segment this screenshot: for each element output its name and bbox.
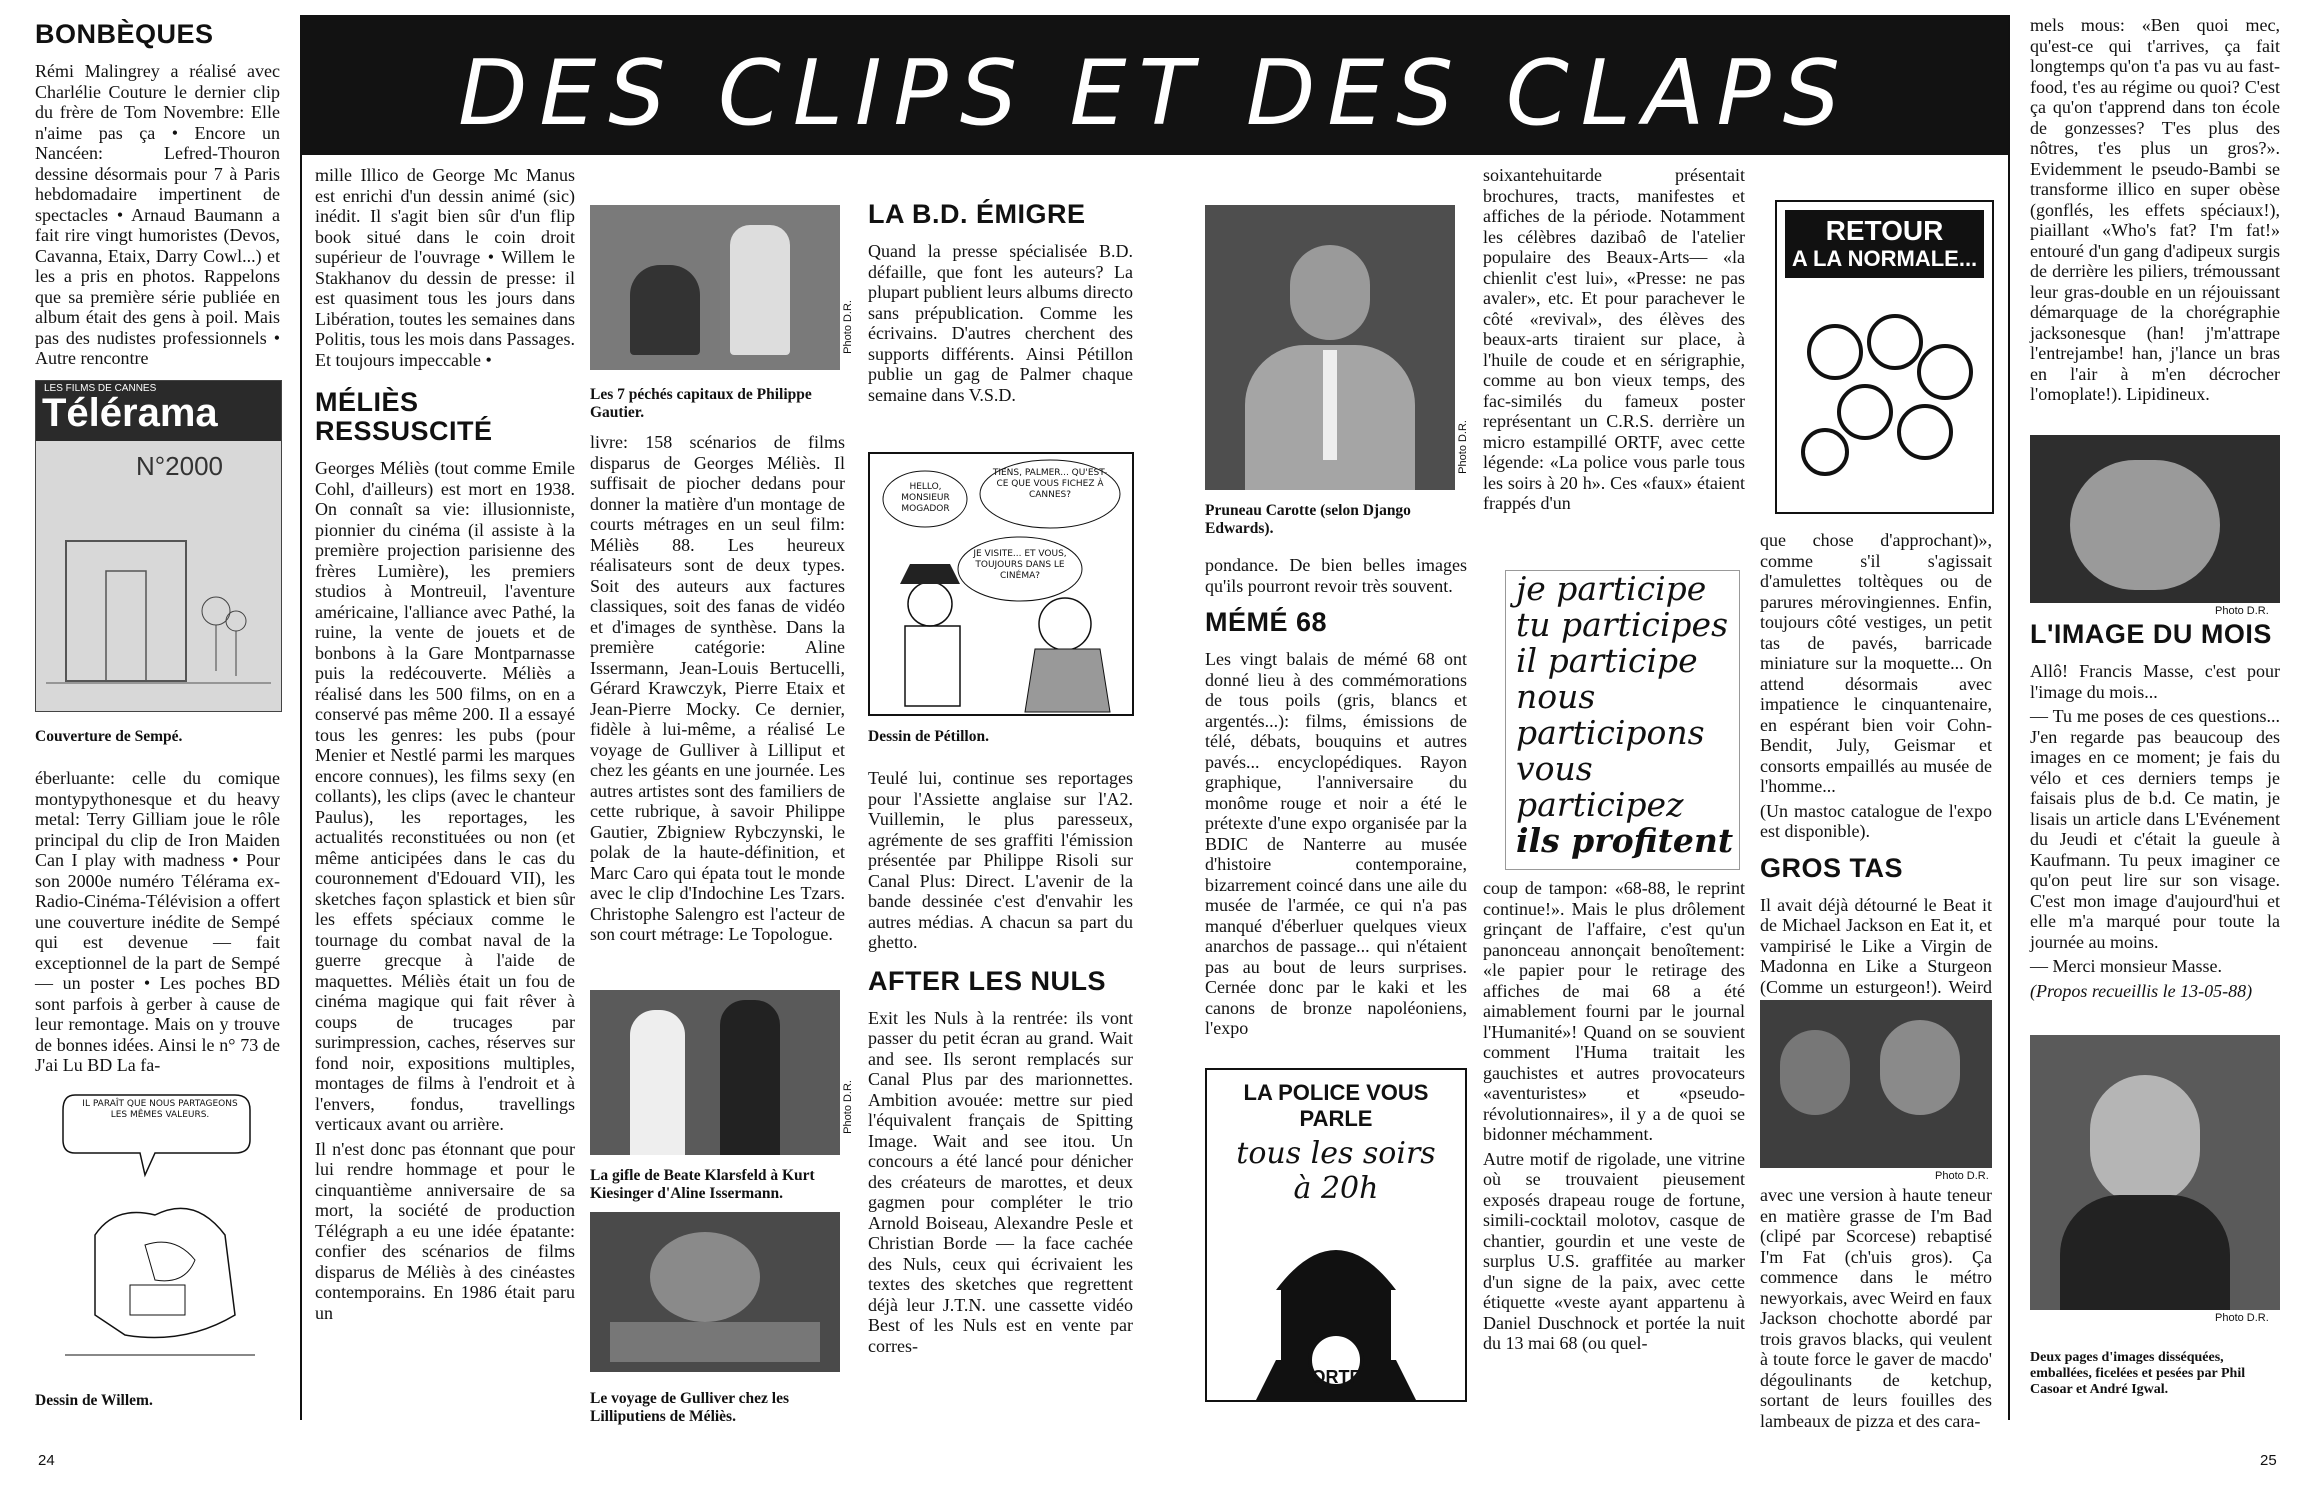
speech-bubble: IL PARAÎT QUE NOUS PARTAGEONS LES MÊMES VALEURS. — [82, 1099, 238, 1120]
telerama-cover — [35, 380, 282, 712]
paragraph: — Tu me poses de ces questions... J'en regarde pas beaucoup des images en ce moment; je fais du vélo et ces derniers temps je faisais plus de b.d. Ce matin, je lisais un article dans L'Evénement du Jeudi et c'était la gueule à Kaufmann. Tu peux imaginer ce qu'on peut lire sur son visage. C'est mon image d'aujourd'hui et elle m'a marqué pour toute la journée au moins. — [2030, 706, 2280, 952]
poster-retour-line-1: RETOUR — [1825, 215, 1944, 246]
paragraph: livre: 158 scénarios de films disparus de Georges Méliès. Il suffisait de piocher dedans pour donner la matière d'un montage de courts métrages en un seul film: Méliès 88. Les heureux réalisateurs sont de deux types. Soit des auteurs aux factures classiques, soit des fanas de vidéo et d'images de synthèse. Dans la première catégorie: Aline Issermann, Jean-Louis Bertucelli, Gérard Krawczyk, Pierre Etaix et Jean-Pierre Mocky. Ce dernier, fidèle à lui-même, a réalisé Le voyage de Gulliver à Lilliput et chez les géants en une journée. Les autres artistes sont des familiers de cette rubrique, à savoir Philippe Gautier, Zbigniew Rybczynski, le polak de la haute-définition, et Marc Caro qui épata tout le monde avec le clip d'Indochine Les Tzars. Christophe Salengro est l'acteur de son court métrage: Le Topologue. — [590, 432, 845, 944]
paragraph: soixantehuitarde présentait brochures, tracts, manifestes et affiches de la période. Notamment les célèbres dazibaô de l'atelier populaire des Beaux-Arts— «la chienlit c'est lui», «Presse: ne pas avaler», etc. Et pour parachever le côté «revival», des élèves des beaux-arts tiraient sur place, à l'huile de coude et en sérigraphie, comme au bon vieux temps, des fac-similés du fameux poster représentant un C.R.S. derrière un micro estampillé ORTF, avec cette légende: «La police vous parle tous les soirs à 20 h». Ces «faux» étaient frappés d'un — [1483, 165, 1745, 513]
page-number-right: 25 — [2260, 1452, 2277, 1469]
poster-retour — [1775, 200, 1994, 514]
photo-credit: Photo D.R. — [842, 300, 854, 354]
paragraph: Allô! Francis Masse, c'est pour l'image du mois... — [2030, 661, 2280, 702]
telerama-issue: N°2000 — [136, 451, 224, 481]
caption-petillon: Dessin de Pétillon. — [868, 728, 989, 745]
paragraph: Quand la presse spécialisée B.D. défaille, que font les auteurs? La plupart publient leurs albums directo sans prépublication. Comme les écrivains. D'autres cherchent des supports différents. Ainsi Pétillon publie un gag de Palmer chaque semaine dans V.S.D. — [868, 241, 1133, 405]
column-4 — [868, 200, 1133, 409]
sheep-drawing — [1785, 282, 1985, 492]
column-rule — [300, 155, 302, 1420]
caption-gifle: La gifle de Beate Klarsfeld à Kurt Kiesinger d'Aline Issermann. — [590, 1167, 815, 1202]
column-6 — [1483, 165, 1745, 518]
photo-credit: Photo D.R. — [2215, 1312, 2269, 1324]
column-1 — [35, 20, 280, 373]
photo-credit: Photo D.R. — [842, 1080, 854, 1134]
banner-title: DES CLIPS ET DES CLAPS — [458, 41, 1852, 146]
photo-7-peches — [590, 205, 840, 370]
paragraph: — Merci monsieur Masse. — [2030, 956, 2222, 976]
poster-line-2: tous les soirs — [1236, 1136, 1436, 1171]
heading-image-du-mois: L'IMAGE DU MOIS — [2030, 619, 2272, 649]
bubble-1: HELLO, MONSIEUR MOGADOR — [901, 482, 950, 514]
paragraph: Il n'est donc pas étonnant que pour lui rendre hommage et pour le cinquantième anniversaire de sa mort, la société de production Télégraph a eu une idée épatante: confier des scénarios de films disparus de Méliès à des cinéastes contemporains. En 1986 était paru un — [315, 1138, 575, 1323]
poster-retour-line-2: A LA NORMALE... — [1791, 246, 1978, 271]
photo-im-fat — [1760, 1000, 1992, 1168]
column-8b — [2030, 620, 2280, 1005]
paragraph: coup de tampon: «68-88, le reprint continue!». Mais le plus drôlement grinçant de l'affaire, c'est qu'un panonceau annonçait benoîtement: «le papier pour le retirage des affiches de mai 68 a été aimablement fourni par le journal l'Humanité»! Quand on se souvient comment l'Huma traitait les gauchistes et autres provocateurs «aventuristes» et «pseudo-révolutionnaires», il y a de quoi se bidonner méchamment. — [1483, 878, 1745, 1144]
petillon-comic — [868, 452, 1134, 716]
column-6b — [1483, 878, 1745, 1358]
photo-credit: Photo D.R. — [1935, 1170, 1989, 1182]
telerama-logo: Télérama — [42, 391, 218, 435]
paragraph: mels mous: «Ben quoi mec, qu'est-ce qui t'arrives, ça fait longtemps qu'on t'a pas vu au fast-food, t'es au régime ou quoi? C'est ça qu'on t'apprend dans ton école de gonzesses? T'es plus des nôtres, t'es plus un gros?». Evidemment le pseudo-Bambi se transforme illico en super obèse (gonflés, les effets spéciaux!), piaillant «Who's fat? I'm fat!» entouré d'un gang d'adipeux surgis de derrière les piliers, trémoussant leur gras-double en un réjouissant démarquage de la chorégraphie jacksonesque (han! j'm'attrape l'entrejambe! han, j'lance un bras en l'air à m'en décrocher l'omoplate!). Lipidineux. — [2030, 15, 2280, 404]
photo-kaufmann — [2030, 435, 2280, 603]
poster-police — [1205, 1068, 1467, 1402]
photo-gifle — [590, 990, 840, 1155]
poster-line-3: à 20h — [1293, 1171, 1379, 1206]
heading-bd-emigre: LA B.D. ÉMIGRE — [868, 199, 1086, 229]
paragraph: Autre motif de rigolade, une vitrine où se trouvaient pieusement exposés drapeau rouge de fortune, simili-cocktail molotov, casque de chantier, gourdin et une veste de surplus U.S. graffitée au marker d'un signe de la paix, avec cette étiquette «veste ayant appartenu à Daniel Duschnock et portée la nuit du 13 mai 68 (ou quel- — [1483, 1148, 1745, 1353]
photo-credit: Photo D.R. — [1457, 420, 1469, 474]
paragraph: (Un mastoc catalogue de l'expo est disponible). — [1760, 800, 1992, 841]
column-8 — [2030, 15, 2280, 409]
photo-credit: Photo D.R. — [2215, 605, 2269, 617]
heading-melies: MÉLIÈS RESSUSCITÉ — [315, 387, 493, 446]
hand-line: nous participons — [1516, 677, 1705, 752]
paragraph: que chose d'approchant)», comme s'il s'agissait d'amulettes toltèques ou de parures mérovingiennes. Enfin, toujours côté vestiges, un petit tas de pavés, barricade miniature sur la moquette... On attend désormais avec impatience le cinquantenaire, en espérant bien voir Cohn-Bendit, July, Geismar et consorts empaillés au musée de l'homme... — [1760, 530, 1992, 796]
paragraph: Les vingt balais de mémé 68 ont donné lieu à des commémorations de tous poils (gris, blancs et argentés...): films, émissions de télé, débats, bouquins et autres pavés... encyclopédiques. Rayon graphique, l'anniversaire du monôme rouge et noir a été le prétexte d'une expo organisée par la BDIC de Nanterre au musée d'histoire contemporaine, bizarrement coincé dans une aile du musée de l'armée, ce qui n'a pas manqué d'éberluer quelques vieux anarchos de passage... qui n'étaient pas au bout de leurs surprises. Cernée donc par le kaki et les canons de bronze napoléoniens, l'expo — [1205, 649, 1467, 1038]
bubble-2: TIENS, PALMER... QU'EST-CE QUE VOUS FICHEZ À CANNES? — [992, 468, 1108, 500]
banner — [300, 15, 2010, 155]
hand-line: tu participes — [1516, 605, 1729, 644]
caption-7-peches: Les 7 péchés capitaux de Philippe Gautier. — [590, 386, 812, 421]
hand-line: vous participez — [1516, 749, 1684, 824]
sempe-drawing — [46, 501, 271, 701]
paragraph: pondance. De bien belles images qu'ils pourront revoir très souvent. — [1205, 555, 1467, 596]
paragraph: Georges Méliès (tout comme Emile Cohl, d'ailleurs) est mort en 1938. On connaît sa vie: illusionniste, pionnier du cinéma (il assiste à la première projection parisienne des frères Lumière), les premiers studios à Montreuil, l'aventure américaine, l'alliance avec Pathé, la ruine, la vente de jouets et de bonbons à la Gare Montparnasse puis la redécouverte. Méliès a réalisé dans les 500 films, on en a conservé pas même 200. Il a essayé tous les genres: les pubs (pour Menier et Nestlé parmi les marques encore connues), les films sexy (en collants), les clips (avec le chanteur Paulus), les reportages, les actualités reconstituées ou non (et même anticipées dans le cas du couronnement d'Edouard VII), les sketches façon splastick et bien sûr les effets spéciaux comme le tournage du combat naval de la guerre grecque à l'aide de maquettes. Méliès était un fou de cinéma magique qui fait rêver à coups de trucages par surimpression, caches, réserves sur fond noir, expositions multiples, montages de films à l'endroit et à l'envers, fondus, travellings verticaux avant ou arrière. — [315, 458, 575, 1134]
poster-line-1: LA POLICE VOUS PARLE — [1243, 1080, 1429, 1131]
page-number-left: 24 — [38, 1452, 55, 1469]
hand-line: il participe — [1516, 641, 1698, 680]
heading-bonbeques: BONBÈQUES — [35, 19, 214, 49]
heading-after-les-nuls: AFTER LES NULS — [868, 965, 1107, 996]
column-4b — [868, 768, 1133, 1360]
column-3 — [590, 432, 845, 949]
heading-meme-68: MÉMÉ 68 — [1205, 607, 1328, 637]
column-5 — [1205, 555, 1467, 1043]
paragraph: (Propos recueillis le 13-05-88) — [2030, 980, 2253, 1001]
paragraph: avec une version à haute teneur en matière grasse de I'm Bad (clipé par Scorcese) rebaptisé I'm Fat (ch'uis gros). Ça commence dans le métro newyorkais, avec Weird en faux Jackson chochotte abordé par trois gravos blacks, qui veulent à toute force le gaver de macdo' dégoulinants de ketchup, sortant de leurs fouilles des lambeaux de pizza et des cara- — [1760, 1185, 1992, 1431]
column-rule — [2008, 15, 2010, 1420]
hand-line: je participe — [1516, 569, 1707, 608]
paragraph: mille Illico de George Mc Manus est enrichi d'un dessin animé (sic) inédit. Il s'agit bien sûr d'un flip book situé dans le coin droit supérieur de l'ouvrage • Willem le Stakhanov du dessin de presse: il est quasiment tous les jours dans Libération, toutes les semaines dans Politis, tous les mois dans Passages. Et toujours impeccable • — [315, 165, 575, 370]
paragraph: Il avait déjà détourné le Beat it de Michael Jackson en Eat it, et vampirisé le Like a Virgin de Madonna en Like a Sturgeon (Comme un esturgeon!). Weird — [1760, 894, 1992, 997]
telerama-subtitle: LES FILMS DE CANNES — [44, 383, 157, 394]
heading-gros-tas: GROS TAS — [1760, 852, 1904, 883]
paragraph: Teulé lui, continue ses reportages pour l'Assiette anglaise sur l'A2. Vuillemin, le plus paresseux, agrémente de ses graffiti l'émission présentée par Philippe Risoli sur Canal Plus: Direct. L'avenir de la bande dessinée c'est d'envahir les autres médias. A chacun sa part du ghetto. — [868, 768, 1133, 952]
column-2 — [315, 165, 575, 1327]
paragraph: éberluante: celle du comique montypythonesque et du heavy metal: Terry Gilliam joue le rôle principal du clip de Iron Maiden Can I play with madness • Pour son 2000e numéro Télérama ex-Radio-Cinéma-Télévision a offert une couverture inédite de Sempé qui est devenue — fait exceptionnel de la part de Sempé — un poster • Les poches BD sont parfois à gerber à cause de leur remontage. Mais on y trouve de bonnes idées. Ainsi le n° 73 de J'ai Lu BD La fa- — [35, 768, 280, 1075]
caption-cover: Couverture de Sempé. — [35, 728, 183, 745]
caption-pruneau: Pruneau Carotte (selon Django Edwards). — [1205, 502, 1411, 537]
paragraph: Exit les Nuls à la rentrée: ils vont passer du petit écran au grand. Wait and see. Ils seront remplacés sur Canal Plus par des marionnettes. Ambition avouée: mettre sur pied l'équivalent français de Spitting Image. Wait and see itou. Un concours a été lancé pour dénicher des créateurs de marottes, et deux gagmen pour compléter le trio Arnold Boiseau, Alexandre Pesle et Christian Borde — la face cachée des Nuls, ceux qui écrivaient les textes des sketches que regrettent déjà leur J.T.N. une cassette vidéo Best of les Nuls est en vente par corres- — [868, 1007, 1133, 1356]
column-7b — [1760, 1185, 1992, 1435]
paragraph: Rémi Malingrey a réalisé avec Charlélie Couture le dernier clip du frère de Tom Novembre: Elle n'aime pas ça • Encore un Nancéen: Lefred-Thouron dessine désormais pour 7 à Paris hebdomadaire impertinent de spectacles • Arnaud Baumann a fait rire vingt humoristes (Devos, Cavanna, Etaix, Darry Cowl...) et les a pris en photos. Rappelons que sa première série publiée en album était des gens à poil. Mais pas des nudistes professionnels • Autre rencontre — [35, 61, 280, 368]
caption-willem: Dessin de Willem. — [35, 1392, 153, 1409]
caption-credits: Deux pages d'images disséquées, emballées, ficelées et pesées par Phil Casoar et André Igwal. — [2030, 1350, 2246, 1397]
bubble-3: JE VISITE... ET VOUS, TOUJOURS DANS LE CINÉMA? — [973, 549, 1067, 581]
caption-gulliver: Le voyage de Gulliver chez les Lilliputiens de Méliès. — [590, 1390, 790, 1425]
hand-line: ils profitent — [1516, 821, 1734, 860]
poster-badge: ORTF — [1311, 1367, 1361, 1387]
handwritten-poster — [1505, 570, 1740, 870]
willem-drawing — [35, 1085, 280, 1375]
photo-pruneau-carotte — [1205, 205, 1455, 490]
photo-bottom-right — [2030, 1035, 2280, 1310]
photo-gulliver — [590, 1212, 840, 1372]
column-1b — [35, 768, 280, 1080]
